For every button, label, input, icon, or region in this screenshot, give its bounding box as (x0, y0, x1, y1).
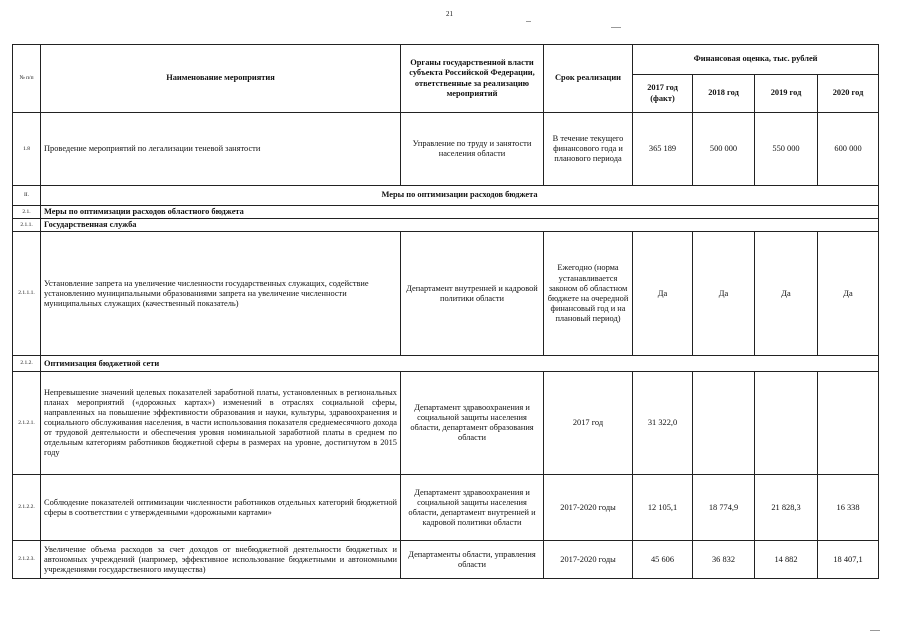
table-row (13, 475, 879, 541)
row-2019 (755, 372, 818, 475)
row-2019: 14 882 (755, 541, 818, 579)
row-2017: Да (633, 232, 693, 356)
row-num: 2.1.2.3. (13, 541, 41, 579)
row-organ: Департамент здравоохранения и социальной защиты населения области, департамент образования области (401, 372, 544, 475)
row-2018: 18 774,9 (693, 475, 755, 541)
row-organ: Управление по труду и занятости населения области (401, 113, 544, 186)
row-name: Проведение мероприятий по легализации теневой занятости (41, 113, 401, 186)
row-2020 (818, 372, 879, 475)
page-number: 21 (446, 10, 453, 18)
section-row (13, 186, 879, 206)
row-2019: 550 000 (755, 113, 818, 186)
row-2017: 365 189 (633, 113, 693, 186)
row-2018: Да (693, 232, 755, 356)
scan-speck (526, 21, 531, 22)
table-row (13, 372, 879, 475)
row-organ: Департамент здравоохранения и социальной защиты населения области, департамент внутренней и кадровой политики области (401, 475, 544, 541)
row-num: 2.1.2.1. (13, 372, 41, 475)
row-2019: Да (755, 232, 818, 356)
header-organs: Органы государственной власти субъекта Российской Федерации, ответственные за реализацию мероприятий (401, 45, 544, 113)
row-2017: 12 105,1 (633, 475, 693, 541)
row-2020: 18 407,1 (818, 541, 879, 579)
header-year-2019: 2019 год (755, 75, 818, 113)
row-term: 2017-2020 годы (544, 541, 633, 579)
measures-table (12, 44, 879, 579)
section-num: 2.1.2. (13, 356, 41, 372)
section-title: Меры по оптимизации расходов областного бюджета (41, 206, 879, 219)
header-year-2020: 2020 год (818, 75, 879, 113)
row-num: 2.1.2.2. (13, 475, 41, 541)
row-2018: 36 832 (693, 541, 755, 579)
row-organ: Департаменты области, управления области (401, 541, 544, 579)
row-num: 2.1.1.1. (13, 232, 41, 356)
row-2019: 21 828,3 (755, 475, 818, 541)
section-num: II. (13, 186, 41, 206)
row-2018: 500 000 (693, 113, 755, 186)
row-name: Соблюдение показателей оптимизации численности работников отдельных категорий бюджетной сферы в соответствии с утвержденными «дорожными картами» (41, 475, 401, 541)
section-title: Оптимизация бюджетной сети (41, 356, 879, 372)
row-name: Непревышение значений целевых показателей заработной платы, установленных в региональных планах мероприятий («дорожных картах») изменений в отраслях социальной сферы, направленных на повышение эффективности образования и науки, культуры, здравоохранения и социального обслуживания населения, в части использования показателя среднемесячного дохода от трудовой деятельности и обеспечения уровня номинальной заработной платы в среднем по отдельным категориям работников бюджетной сферы в размерах на уровне, достигнутом в 2015 году (41, 372, 401, 475)
table-row (13, 232, 879, 356)
section-row (13, 356, 879, 372)
row-name: Увеличение объема расходов за счет доходов от внебюджетной деятельности бюджетных и автономных учреждений (например, эффективное использование бюджетными и автономными учреждениями государственного имущества) (41, 541, 401, 579)
row-2020: 600 000 (818, 113, 879, 186)
row-term: Ежегодно (норма устанавливается законом об областном бюджете на очередной финансовый год и на плановый период) (544, 232, 633, 356)
table-row (13, 113, 879, 186)
header-finance: Финансовая оценка, тыс. рублей (633, 45, 879, 75)
row-2020: 16 338 (818, 475, 879, 541)
row-name: Установление запрета на увеличение численности государственных служащих, содействие установлению муниципальными образованиями запрета на увеличение численности муниципальных служащих (качественный показатель) (41, 232, 401, 356)
row-term: 2017-2020 годы (544, 475, 633, 541)
header-name: Наименование мероприятия (41, 45, 401, 113)
section-num: 2.1. (13, 206, 41, 219)
row-2018 (693, 372, 755, 475)
header-year-2018: 2018 год (693, 75, 755, 113)
header-term: Срок реализации (544, 45, 633, 113)
section-row (13, 219, 879, 232)
header-num: № п/п (13, 45, 41, 113)
section-num: 2.1.1. (13, 219, 41, 232)
section-title: Меры по оптимизации расходов бюджета (41, 186, 879, 206)
row-2017: 31 322,0 (633, 372, 693, 475)
row-2020: Да (818, 232, 879, 356)
row-organ: Департамент внутренней и кадровой политики области (401, 232, 544, 356)
table-row (13, 541, 879, 579)
row-num: 1.8 (13, 113, 41, 186)
row-2017: 45 606 (633, 541, 693, 579)
row-term: 2017 год (544, 372, 633, 475)
row-term: В течение текущего финансового года и планового периода (544, 113, 633, 186)
header-year-2017: 2017 год (факт) (633, 75, 693, 113)
scan-speck (870, 630, 880, 631)
scan-speck (611, 27, 621, 28)
section-row (13, 206, 879, 219)
section-title: Государственная служба (41, 219, 879, 232)
